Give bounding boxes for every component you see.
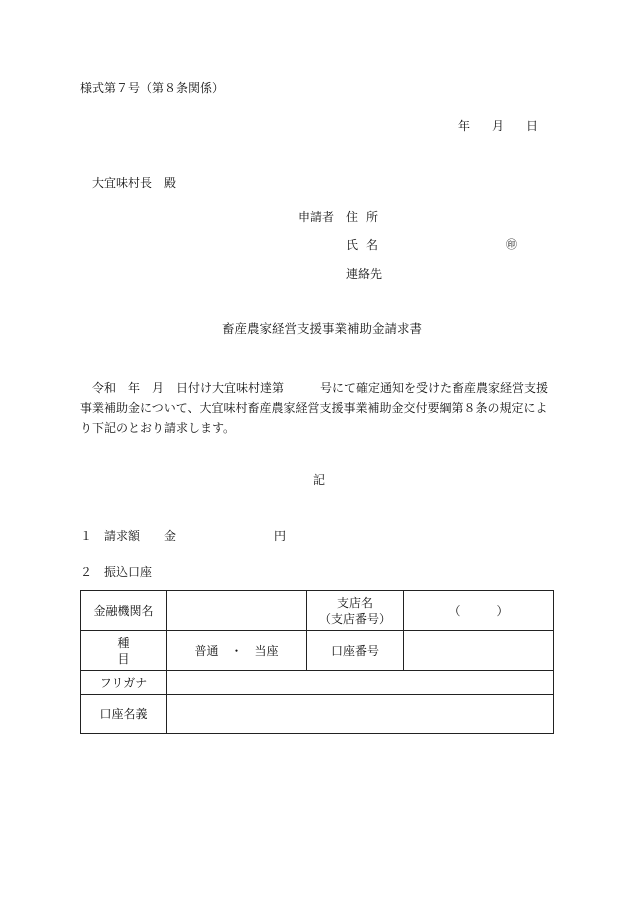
item1-unit: 円 — [274, 529, 287, 543]
branch-label-line1: 支店名 — [336, 595, 373, 610]
date-day: 日 — [526, 119, 539, 133]
account-number-cell[interactable] — [404, 631, 554, 671]
seal-mark: ㊞ — [506, 238, 517, 251]
body-line-3: り下記のとおり請求します。 — [80, 421, 236, 435]
item1-prefix: 金 — [164, 529, 177, 543]
furigana-label: フリガナ — [81, 671, 167, 695]
addressee — [92, 177, 176, 189]
item-request-amount — [80, 530, 286, 542]
table-row — [81, 591, 554, 631]
date-line — [458, 120, 538, 132]
table-row — [81, 695, 554, 734]
applicant-label: 申請者 — [298, 210, 335, 224]
body-line-1: 令和 年 月 日付け大宜味村達第 号にて確定通知を受けた畜産農家経営支援 — [92, 381, 549, 395]
addressee-name: 大宜味村長 — [92, 176, 153, 190]
account-type-options[interactable]: 普通 ・ 当座 — [167, 631, 307, 671]
table-row — [81, 671, 554, 695]
form-number: 様式第７号（第８条関係） — [80, 81, 225, 95]
address-label: 住所 — [346, 210, 387, 224]
bank-account-table — [80, 590, 554, 734]
table-row — [81, 631, 554, 671]
item1-number: １ — [80, 529, 93, 543]
item-bank-account — [80, 566, 152, 578]
bank-name-cell[interactable] — [167, 591, 307, 631]
ki-heading: 記 — [313, 473, 326, 487]
account-type-label: 種目 — [81, 631, 167, 671]
branch-label — [307, 591, 404, 631]
addressee-honorific: 殿 — [164, 176, 177, 190]
account-number-label: 口座番号 — [307, 631, 404, 671]
branch-number-cell[interactable]: （ ） — [404, 591, 554, 631]
branch-label-line2: （支店番号） — [318, 611, 391, 626]
date-year: 年 — [458, 119, 471, 133]
item2-number: ２ — [80, 565, 93, 579]
name-label: 氏名 — [346, 238, 387, 252]
body-line-2: 事業補助金について、大宜味村畜産農家経営支援事業補助金交付要綱第８条の規定によ — [80, 401, 548, 415]
bank-name-label: 金融機関名 — [81, 591, 167, 631]
document-title: 畜産農家経営支援事業補助金請求書 — [222, 321, 423, 336]
item1-label: 請求額 — [104, 529, 141, 543]
account-holder-cell[interactable] — [167, 695, 554, 734]
request-body-text — [80, 378, 556, 438]
furigana-cell[interactable] — [167, 671, 554, 695]
item2-label: 振込口座 — [104, 565, 153, 579]
date-month: 月 — [492, 119, 505, 133]
contact-label: 連絡先 — [346, 267, 383, 281]
account-holder-label: 口座名義 — [81, 695, 167, 734]
